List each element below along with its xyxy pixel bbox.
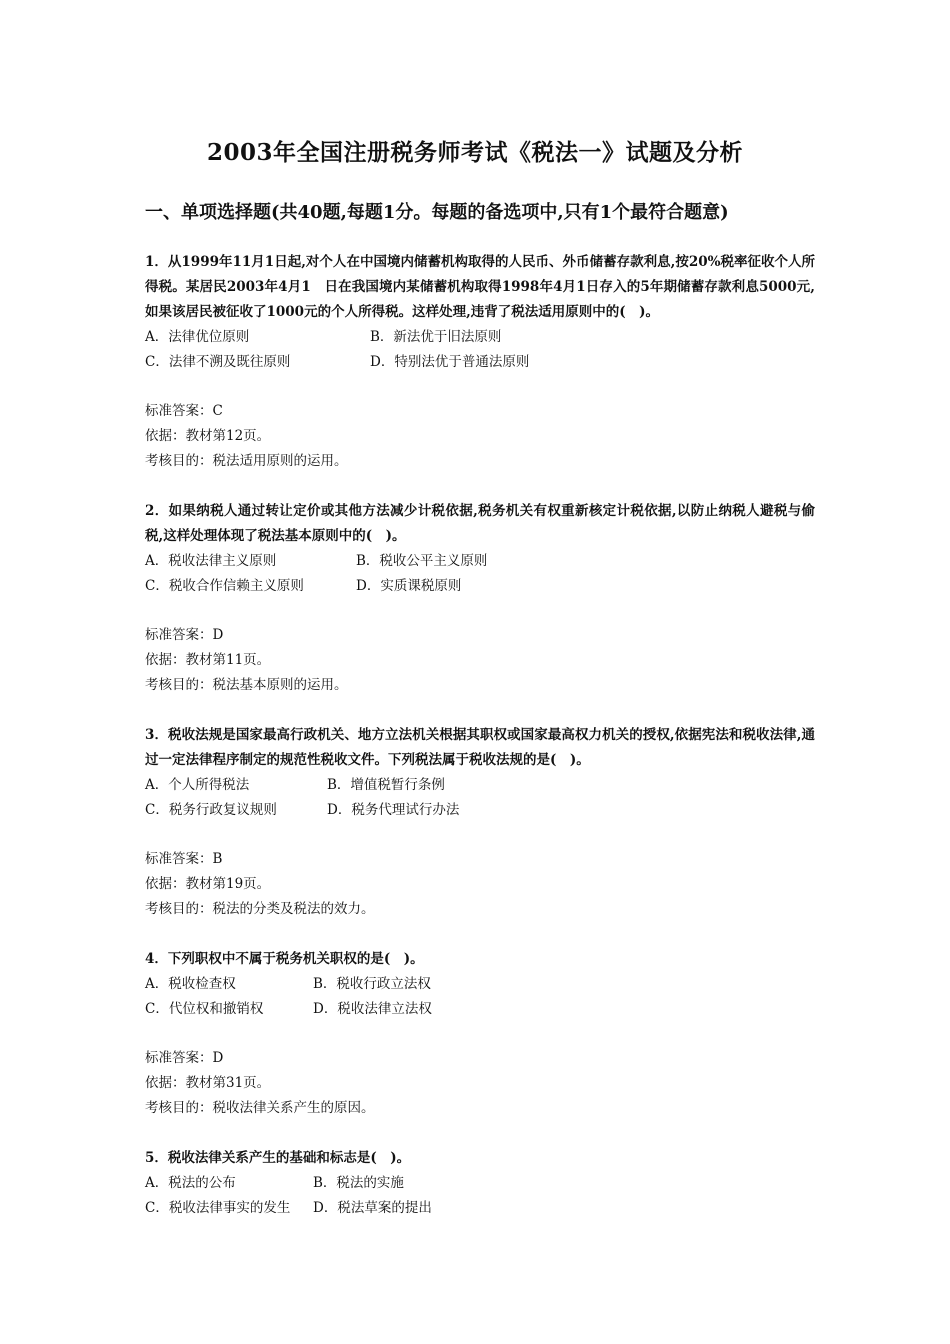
standard-answer: 标准答案：B [145, 851, 223, 867]
answer-basis: 依据：教材第31页。 [145, 1075, 271, 1091]
option-d: D．税务代理试行办法 [327, 802, 460, 818]
question-1 [145, 250, 815, 474]
option-a: A．税收法律主义原则 [145, 553, 277, 569]
question-stem: 3．税收法规是国家最高行政机关、地方立法机关根据其职权或国家最高权力机关的授权,依据宪法和税收法律,通过一定法律程序制定的规范性税收文件。下列税法属于税收法规的是( )。 [145, 727, 815, 768]
option-a: A．税收检查权 [145, 976, 236, 992]
option-c: C．税收法律事实的发生 [145, 1200, 291, 1216]
option-a: A．税法的公布 [145, 1175, 236, 1191]
answer-basis: 依据：教材第11页。 [145, 652, 271, 668]
options-row [145, 972, 815, 997]
assessment-purpose: 考核目的：税法基本原则的运用。 [145, 677, 348, 693]
question-2 [145, 499, 815, 698]
answer-basis: 依据：教材第12页。 [145, 428, 271, 444]
option-c: C．税收合作信赖主义原则 [145, 578, 304, 594]
option-b: B．新法优于旧法原则 [370, 329, 502, 345]
option-b: B．税收行政立法权 [313, 976, 431, 992]
question-5 [145, 1146, 815, 1221]
assessment-purpose: 考核目的：税收法律关系产生的原因。 [145, 1100, 375, 1116]
options-row [145, 1171, 815, 1196]
question-stem: 4．下列职权中不属于税务机关职权的是( )。 [145, 951, 424, 967]
standard-answer: 标准答案：D [145, 1050, 224, 1066]
option-b: B．增值税暂行条例 [327, 777, 445, 793]
section-heading: 一、单项选择题(共40题,每题1分。每题的备选项中,只有1个最符合题意) [145, 202, 729, 223]
assessment-purpose: 考核目的：税法适用原则的运用。 [145, 453, 348, 469]
standard-answer: 标准答案：C [145, 403, 223, 419]
options-row [145, 350, 815, 375]
option-b: B．税收公平主义原则 [356, 553, 488, 569]
option-c: C．法律不溯及既往原则 [145, 354, 291, 370]
question-3 [145, 723, 815, 922]
question-stem: 1．从1999年11月1日起,对个人在中国境内储蓄机构取得的人民币、外币储蓄存款利息,按20%税率征收个人所得税。某居民2003年4月1 日在我国境内某储蓄机构取得1998年4月1日存入的5年期储蓄存款利息5000元,如果该居民被征收了1000元的个人所得税。这样处理,违背了税法适用原则中的( )。 [145, 254, 815, 320]
assessment-purpose: 考核目的：税法的分类及税法的效力。 [145, 901, 375, 917]
question-stem: 5．税收法律关系产生的基础和标志是( )。 [145, 1150, 411, 1166]
answer-basis: 依据：教材第19页。 [145, 876, 271, 892]
options-row [145, 798, 815, 823]
options-row [145, 773, 815, 798]
option-a: A．法律优位原则 [145, 329, 250, 345]
option-d: D．税法草案的提出 [313, 1200, 432, 1216]
option-d: D．实质课税原则 [356, 578, 462, 594]
option-a: A．个人所得税法 [145, 777, 250, 793]
option-b: B．税法的实施 [313, 1175, 404, 1191]
question-stem: 2．如果纳税人通过转让定价或其他方法减少计税依据,税务机关有权重新核定计税依据,以防止纳税人避税与偷税,这样处理体现了税法基本原则中的( )。 [145, 503, 815, 544]
options-row [145, 325, 815, 350]
options-row [145, 574, 815, 599]
options-row [145, 997, 815, 1022]
standard-answer: 标准答案：D [145, 627, 224, 643]
options-row [145, 549, 815, 574]
option-c: C．代位权和撤销权 [145, 1001, 264, 1017]
option-d: D．特别法优于普通法原则 [370, 354, 530, 370]
option-c: C．税务行政复议规则 [145, 802, 277, 818]
document-title: 2003年全国注册税务师考试《税法一》试题及分析 [206, 139, 743, 166]
question-4 [145, 947, 815, 1121]
option-d: D．税收法律立法权 [313, 1001, 432, 1017]
options-row [145, 1196, 815, 1221]
